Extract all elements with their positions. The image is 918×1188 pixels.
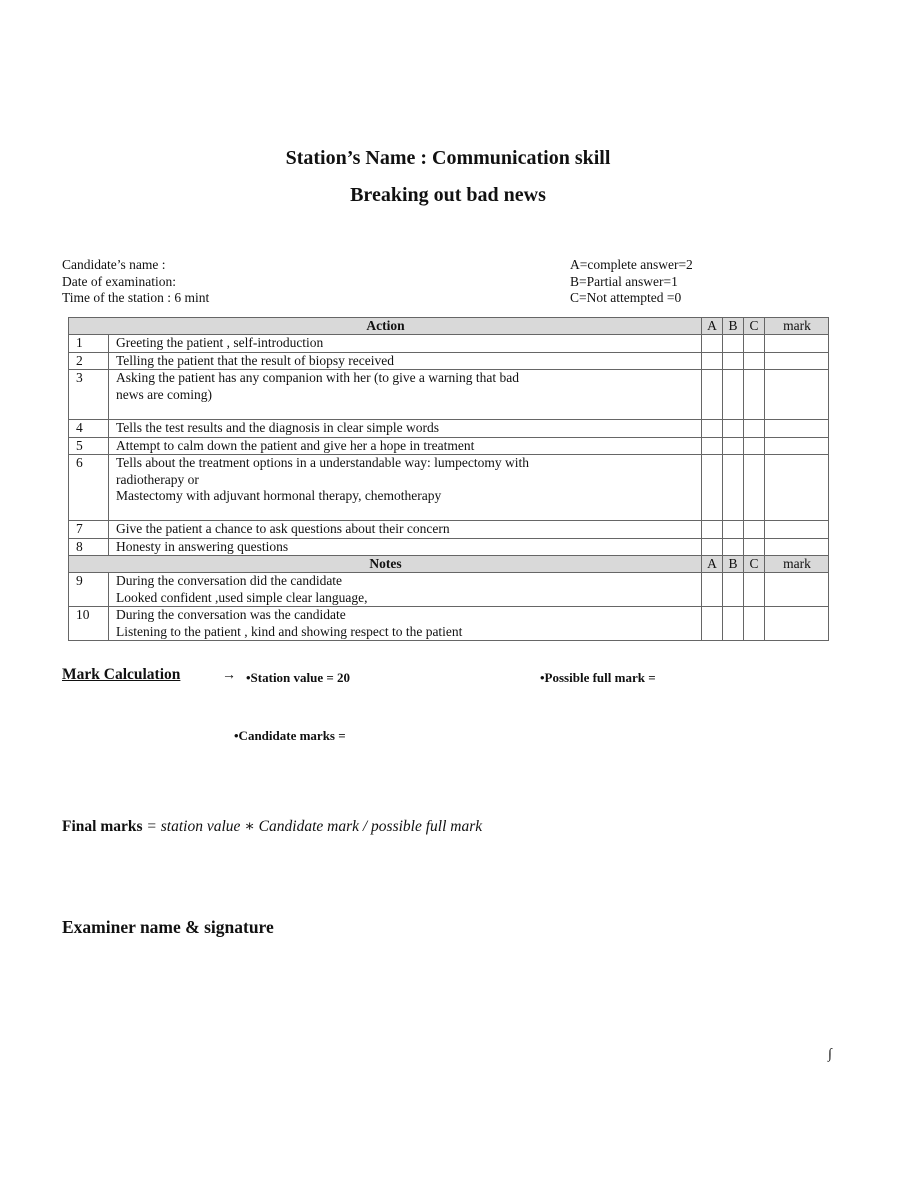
mark-cell[interactable] [765,538,829,556]
row-text-line: Greeting the patient , self-introduction [116,335,324,350]
row-text-line: Mastectomy with adjuvant hormonal therapy, chemotherapy [116,488,442,503]
score-cell-b[interactable] [723,607,744,641]
score-cell-b[interactable] [723,335,744,353]
table-row [69,352,829,370]
candidate-marks: •Candidate marks = [234,728,346,743]
row-text-line: During the conversation was the candidate [116,607,346,622]
score-cell-c[interactable] [744,335,765,353]
score-cell-a[interactable] [702,573,723,607]
row-description [109,607,702,641]
row-number: 7 [69,521,109,539]
score-cell-b[interactable] [723,521,744,539]
table-row [69,437,829,455]
score-cell-b[interactable] [723,352,744,370]
row-number: 9 [69,573,109,607]
score-cell-c[interactable] [744,521,765,539]
table-row [69,521,829,539]
candidate-info [62,257,209,307]
score-cell-a[interactable] [702,455,723,521]
mark-cell[interactable] [765,335,829,353]
row-text-line: Tells about the treatment options in a understandable way: lumpectomy with [116,455,529,470]
row-description [109,455,702,521]
score-cell-c[interactable] [744,370,765,420]
score-cell-a[interactable] [702,607,723,641]
station-name-title: Station’s Name : Communication skill [285,147,611,169]
mark-header: mark [765,318,829,335]
station-time-label: Time of the station : 6 mint [62,290,210,305]
score-cell-b[interactable] [723,370,744,420]
row-number: 3 [69,370,109,420]
score-cell-a[interactable] [702,538,723,556]
row-text-line: During the conversation did the candidate [116,573,343,588]
final-marks-line [62,817,482,836]
score-cell-c[interactable] [744,352,765,370]
row-number: 4 [69,420,109,438]
score-cell-c[interactable] [744,455,765,521]
mark-calculation-heading: Mark Calculation [62,666,181,683]
notes-header [69,556,829,573]
mark-cell[interactable] [765,607,829,641]
table-row [69,455,829,521]
col-c-header: C [744,318,765,335]
row-description [109,521,702,539]
table-row [69,420,829,438]
score-cell-a[interactable] [702,335,723,353]
row-text-line: Attempt to calm down the patient and give her a hope in treatment [116,437,475,453]
mark-cell[interactable] [765,455,829,521]
row-number: 10 [69,607,109,641]
row-number: 1 [69,335,109,353]
possible-full-mark: •Possible full mark = [540,670,656,685]
table-row [69,370,829,420]
row-number: 2 [69,352,109,370]
score-cell-c[interactable] [744,437,765,455]
mark-cell[interactable] [765,352,829,370]
col-b-header: B [723,318,744,335]
rubric-table [68,317,829,641]
score-cell-b[interactable] [723,437,744,455]
examiner-signature-label: Examiner name & signature [62,917,274,937]
row-description [109,538,702,556]
row-number: 6 [69,455,109,521]
arrow-icon: → [222,668,236,683]
action-header [69,318,829,335]
table-row [69,607,829,641]
row-text-line: Honesty in answering questions [116,538,289,554]
mark-header: mark [765,556,829,573]
col-b-header: B [723,556,744,573]
station-value: •Station value = 20 [246,670,351,685]
mark-cell[interactable] [765,370,829,420]
score-cell-c[interactable] [744,420,765,438]
row-description [109,573,702,607]
row-description [109,370,702,420]
mark-cell[interactable] [765,437,829,455]
row-text-line: Asking the patient has any companion with her (to give a warning that bad [116,370,520,385]
row-text-line: Telling the patient that the result of biopsy received [116,352,394,368]
action-header-label: Action [69,318,702,335]
score-cell-b[interactable] [723,573,744,607]
score-cell-a[interactable] [702,521,723,539]
row-number: 5 [69,437,109,455]
exam-date-label: Date of examination: [62,273,176,289]
col-c-header: C [744,556,765,573]
row-description [109,352,702,370]
scoring-key-a: A=complete answer=2 [570,257,693,272]
notes-header-label: Notes [69,556,702,573]
scoring-key [570,257,693,307]
score-cell-a[interactable] [702,352,723,370]
row-description [109,420,702,438]
col-a-header: A [702,556,723,573]
row-number: 8 [69,538,109,556]
score-cell-c[interactable] [744,573,765,607]
score-cell-a[interactable] [702,370,723,420]
score-cell-b[interactable] [723,420,744,438]
table-row [69,335,829,353]
col-a-header: A [702,318,723,335]
row-text-line: radiotherapy or [116,471,199,487]
score-cell-c[interactable] [744,538,765,556]
row-text-line: Tells the test results and the diagnosis in clear simple words [116,420,439,435]
final-marks-label: Final marks [62,818,143,835]
row-text-line: news are coming) [116,386,212,402]
row-description [109,437,702,455]
row-text-line: Give the patient a chance to ask questions about their concern [116,521,450,536]
final-marks-formula: = station value ∗ Candidate mark / possible full mark [142,818,483,835]
table-row [69,573,829,607]
score-cell-c[interactable] [744,607,765,641]
subtitle: Breaking out bad news [350,184,546,206]
mark-cell[interactable] [765,420,829,438]
page-mark: ∫ [828,1047,832,1062]
scoring-key-c: C=Not attempted =0 [570,290,682,305]
table-row [69,538,829,556]
mark-cell[interactable] [765,521,829,539]
score-cell-b[interactable] [723,538,744,556]
score-cell-a[interactable] [702,420,723,438]
mark-cell[interactable] [765,573,829,607]
scoring-key-b: B=Partial answer=1 [570,273,678,289]
row-text-line: Looked confident ,used simple clear language, [116,589,368,605]
score-cell-b[interactable] [723,455,744,521]
score-cell-a[interactable] [702,437,723,455]
row-description [109,335,702,353]
candidate-name-label: Candidate’s name : [62,257,166,272]
row-text-line: Listening to the patient , kind and showing respect to the patient [116,623,463,639]
